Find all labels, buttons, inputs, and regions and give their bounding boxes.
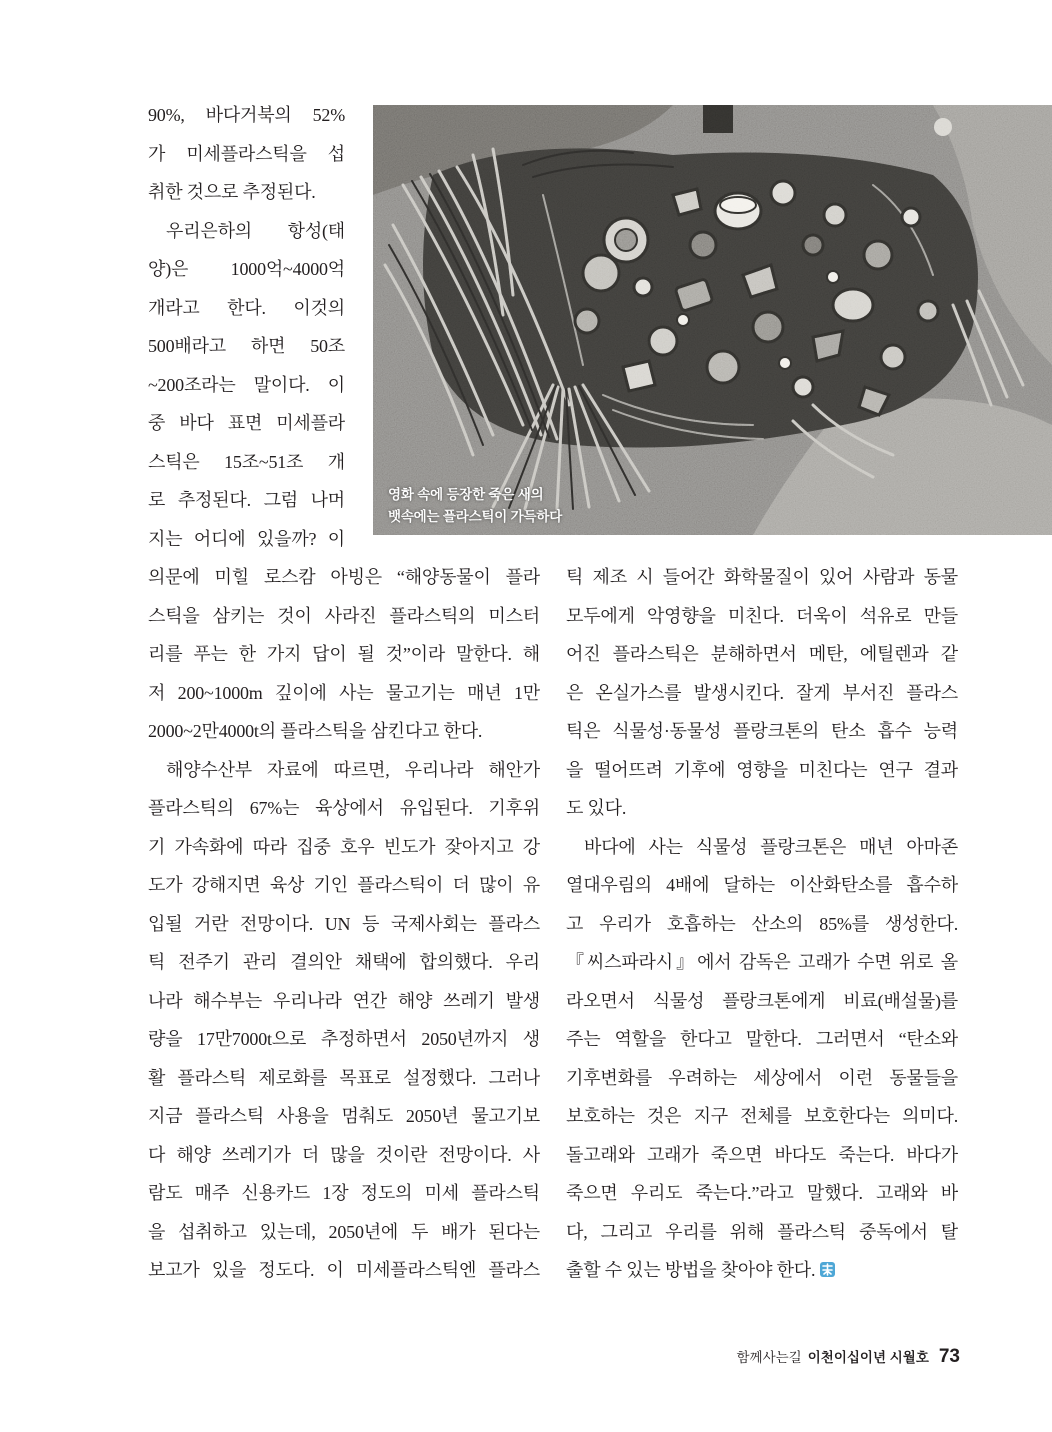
page-footer	[737, 1346, 960, 1368]
text-line: 양)은 1000억~4000억	[148, 259, 345, 279]
text-line: 가 미세플라스틱을 섭	[148, 143, 345, 164]
text-line: 바다에 사는 식물성 플랑크톤은 매년 아마존	[584, 836, 958, 857]
text-line-final-text: 출할 수 있는 방법을 찾아야 한다.	[566, 1260, 816, 1280]
magazine-name: 함께사는길	[736, 1350, 802, 1365]
text-line: 람도 매주 신용카드 1장 정도의 미세 플라스틱	[148, 1183, 540, 1203]
page-number: 73	[938, 1346, 960, 1367]
text-line: 개라고 한다. 이것의	[148, 297, 345, 318]
text-line: 돌고래와 고래가 죽으면 바다도 죽는다. 바다가	[566, 1144, 958, 1165]
text-line: 500배라고 하면 50조	[148, 336, 345, 356]
left-column	[148, 96, 540, 1290]
end-mark-icon	[819, 1253, 836, 1270]
text-line: 다, 그리고 우리를 위해 플라스틱 중독에서 탈	[566, 1221, 958, 1242]
text-line: 틱 제조 시 들어간 화학물질이 있어 사람과 동물	[566, 567, 958, 587]
text-beside-photo	[148, 96, 345, 558]
text-line: 지금 플라스틱 사용을 멈춰도 2050년 물고기보	[148, 1106, 540, 1126]
text-line: 취한 것으로 추정된다.	[148, 182, 316, 202]
text-line: 스틱은 15조~51조 개	[148, 451, 345, 472]
text-line: 의문에 미힐 로스캄 아빙은 “해양동물이 플라	[148, 567, 540, 587]
text-line: 나라 해수부는 우리나라 연간 해양 쓰레기 발생	[148, 990, 540, 1011]
text-line: 을 떨어뜨려 기후에 영향을 미친다는 연구 결과	[566, 759, 958, 780]
text-line: 90%, 바다거북의 52%	[148, 105, 345, 125]
caption-line: 뱃속에는 플라스틱이 가득하다	[388, 509, 563, 524]
text-line: 저 200~1000m 깊이에 사는 물고기는 매년 1만	[148, 682, 540, 703]
text-line: 스틱을 삼키는 것이 사라진 플라스틱의 미스터	[148, 605, 540, 626]
text-line: 열대우림의 4배에 달하는 이산화탄소를 흡수하	[566, 875, 958, 895]
text-line: 고 우리가 호흡하는 산소의 85%를 생성한다.	[566, 913, 958, 934]
text-line: 도 있다.	[566, 798, 627, 818]
issue-label: 이천이십이년 시월호	[807, 1350, 929, 1365]
text-line: 로 추정된다. 그럼 나머	[148, 490, 345, 510]
text-line: 리를 푸는 한 가지 답이 될 것”이라 말한다. 해	[148, 644, 540, 664]
text-below-photo	[148, 558, 540, 1290]
text-line: 중 바다 표면 미세플라	[148, 413, 345, 433]
text-line: 틱 전주기 관리 결의안 채택에 합의했다. 우리	[148, 952, 540, 972]
text-line: 모두에게 악영향을 미친다. 더욱이 석유로 만들	[566, 605, 958, 626]
text-line: 도가 강해지면 육상 기인 플라스틱이 더 많이 유	[148, 875, 540, 895]
text-line: 기 가속화에 따라 집중 호우 빈도가 잦아지고 강	[148, 836, 540, 857]
text-line: 플라스틱의 67%는 육상에서 유입된다. 기후위	[148, 798, 540, 818]
text-line: 2000~2만4000t의 플라스틱을 삼킨다고 한다.	[148, 721, 483, 741]
text-line: 틱은 식물성·동물성 플랑크톤의 탄소 흡수 능력	[566, 721, 958, 741]
text-line: ~200조라는 말이다. 이	[148, 374, 345, 395]
text-line: 보고가 있을 정도다. 이 미세플라스틱엔 플라스	[148, 1260, 540, 1280]
text-line: 우리은하의 항성(태	[166, 220, 345, 241]
right-column	[566, 558, 958, 1290]
text-line: 활 플라스틱 제로화를 목표로 설정했다. 그러나	[148, 1067, 540, 1088]
text-line: 다 해양 쓰레기가 더 많을 것이란 전망이다. 사	[148, 1144, 540, 1165]
text-line: 해양수산부 자료에 따르면, 우리나라 해안가	[166, 759, 540, 780]
text-line: 기후변화를 우려하는 세상에서 이런 동물들을	[566, 1067, 958, 1088]
caption-line: 영화 속에 등장한 죽은 새의	[388, 487, 544, 502]
text-line: 『씨스파라시』에서 감독은 고래가 수면 위로 올	[566, 952, 958, 972]
text-line: 어진 플라스틱은 분해하면서 메탄, 에틸렌과 같	[566, 644, 958, 664]
text-line: 라오면서 식물성 플랑크톤에게 비료(배설물)를	[566, 990, 958, 1011]
text-line: 입될 거란 전망이다. UN 등 국제사회는 플라스	[148, 913, 540, 934]
text-line-final	[566, 1251, 958, 1290]
text-line: 지는 어디에 있을까? 이	[148, 528, 345, 549]
text-line: 죽으면 우리도 죽는다.”라고 말했다. 고래와 바	[566, 1183, 958, 1203]
text-line: 보호하는 것은 지구 전체를 보호한다는 의미다.	[566, 1106, 958, 1126]
text-line: 을 섭취하고 있는데, 2050년에 두 배가 된다는	[148, 1221, 540, 1242]
text-line: 량을 17만7000t으로 추정하면서 2050년까지 생	[148, 1029, 540, 1049]
text-line: 주는 역할을 한다고 말한다. 그러면서 “탄소와	[566, 1029, 958, 1049]
text-line: 은 온실가스를 발생시킨다. 잘게 부서진 플라스	[566, 682, 958, 703]
